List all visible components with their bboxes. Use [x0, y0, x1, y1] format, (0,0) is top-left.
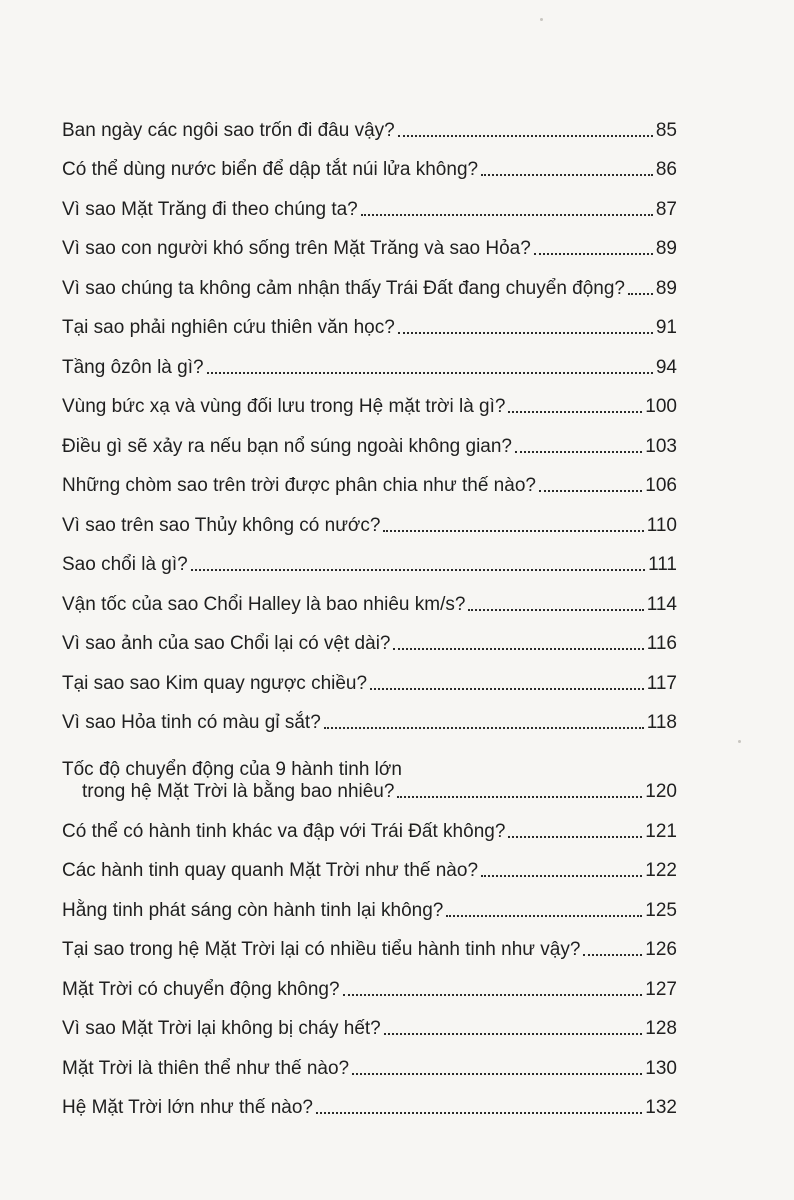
dot-leader: [384, 1033, 643, 1035]
toc-entry[interactable]: [62, 961, 677, 1001]
toc-entry-title: Mặt Trời có chuyển động không?: [62, 978, 340, 1000]
toc-entry-page: 126: [645, 939, 677, 960]
toc-entry-page: 91: [655, 317, 677, 338]
toc-entry[interactable]: [62, 379, 677, 419]
dot-leader: [446, 915, 642, 917]
toc-entry-page: 110: [646, 514, 677, 536]
toc-entry[interactable]: [62, 458, 677, 498]
dot-leader: [191, 569, 645, 571]
toc-entry-title: Có thể dùng nước biển để dập tắt núi lửa không?: [62, 159, 479, 180]
toc-entry-title: Có thể có hành tinh khác va đập với Trái Đất không?: [62, 820, 506, 842]
toc-entry[interactable]: [62, 882, 677, 922]
dot-leader: [393, 648, 643, 650]
toc-entry-page: 86: [655, 159, 677, 180]
toc-entry-title: Vì sao Mặt Trăng đi theo chúng ta?: [62, 198, 358, 220]
dot-leader: [343, 994, 643, 996]
toc-entry[interactable]: [62, 142, 677, 182]
dot-leader: [515, 451, 642, 453]
dot-leader: [534, 253, 653, 255]
toc-entry[interactable]: [62, 418, 677, 458]
toc-entry-title: Mặt Trời là thiên thể như thế nào?: [62, 1057, 350, 1079]
dot-leader: [370, 688, 644, 690]
toc-entry[interactable]: [62, 695, 677, 735]
dot-leader: [468, 609, 643, 611]
dot-leader: [316, 1112, 642, 1114]
toc-entry[interactable]: [62, 803, 677, 843]
paper-speck: [540, 18, 543, 21]
toc-entry[interactable]: [62, 181, 677, 221]
toc-entry[interactable]: [62, 734, 677, 803]
toc-entry[interactable]: [62, 537, 677, 577]
dot-leader: [583, 954, 642, 956]
dot-leader: [508, 836, 642, 838]
toc-entry-title: Hằng tinh phát sáng còn hành tinh lại không?: [62, 899, 444, 921]
toc-entry-title: Tầng ôzôn là gì?: [62, 356, 204, 378]
toc-entry-page: 130: [645, 1057, 677, 1079]
toc-entry-page: 122: [645, 860, 677, 881]
toc-entry[interactable]: [62, 102, 677, 142]
dot-leader: [398, 332, 653, 334]
toc-entry-page: 120: [645, 781, 677, 802]
toc-entry-title-line1: Tốc độ chuyển động của 9 hành tinh lớn: [62, 759, 402, 780]
dot-leader: [207, 372, 653, 374]
toc-entry-title: Vì sao con người khó sống trên Mặt Trăng và sao Hỏa?: [62, 238, 531, 259]
toc-entry[interactable]: [62, 616, 677, 656]
toc-entry-title: Các hành tinh quay quanh Mặt Trời như thế nào?: [62, 860, 479, 881]
toc-entry-page: 125: [645, 899, 677, 921]
toc-entry-page: 114: [646, 593, 677, 615]
toc-entry-page: 100: [645, 396, 677, 417]
toc-entry-title: Sao chổi là gì?: [62, 554, 188, 575]
toc-entry-title: Tại sao sao Kim quay ngược chiều?: [62, 672, 368, 694]
toc-entry-page: 128: [645, 1018, 677, 1039]
toc-entry-title: Tại sao trong hệ Mặt Trời lại có nhiều tiểu hành tinh như vậy?: [62, 939, 581, 960]
dot-leader: [398, 135, 653, 137]
toc-entry-title: Vì sao chúng ta không cảm nhận thấy Trái Đất đang chuyển động?: [62, 277, 625, 299]
toc-entry-title: Tại sao phải nghiên cứu thiên văn học?: [62, 317, 395, 338]
dot-leader: [361, 214, 653, 216]
toc-entry-page: 89: [655, 238, 677, 259]
toc-entry-title: Ban ngày các ngôi sao trốn đi đâu vậy?: [62, 119, 395, 141]
dot-leader: [539, 490, 642, 492]
dot-leader: [481, 875, 642, 877]
toc-entry-title: Vì sao Hỏa tinh có màu gỉ sắt?: [62, 712, 321, 733]
toc-entry[interactable]: [62, 1040, 677, 1080]
toc-entry[interactable]: [62, 221, 677, 261]
toc-entry-title: Điều gì sẽ xảy ra nếu bạn nổ súng ngoài không gian?: [62, 435, 512, 457]
dot-leader: [628, 293, 653, 295]
toc-entry[interactable]: [62, 655, 677, 695]
toc-entry-title: Hệ Mặt Trời lớn như thế nào?: [62, 1097, 313, 1118]
dot-leader: [397, 796, 642, 798]
toc-entry-title: Những chòm sao trên trời được phân chia như thế nào?: [62, 475, 536, 496]
toc-entry[interactable]: [62, 1001, 677, 1041]
toc-entry[interactable]: [62, 497, 677, 537]
toc-entry[interactable]: [62, 576, 677, 616]
dot-leader: [352, 1073, 642, 1075]
toc-entry-title: Vùng bức xạ và vùng đối lưu trong Hệ mặt trời là gì?: [62, 396, 506, 417]
toc-entry-page: 103: [645, 435, 677, 457]
dot-leader: [383, 530, 643, 532]
toc-entry[interactable]: [62, 300, 677, 340]
toc-entry-page: 118: [646, 712, 677, 733]
dot-leader: [481, 174, 653, 176]
toc-entry[interactable]: [62, 1080, 677, 1120]
paper-speck: [738, 740, 741, 743]
toc-entry-page: 127: [645, 978, 677, 1000]
toc-entry-page: 132: [645, 1097, 677, 1118]
toc-entry-page: 116: [646, 633, 677, 654]
toc-entry-title: Vì sao Mặt Trời lại không bị cháy hết?: [62, 1018, 381, 1039]
toc-entry-page: 106: [645, 475, 677, 496]
toc-entry-page: 94: [655, 356, 677, 378]
dot-leader: [324, 727, 644, 729]
toc-entry-page: 111: [648, 554, 677, 575]
toc-entry[interactable]: [62, 339, 677, 379]
toc-entry-title: Vì sao ảnh của sao Chổi lại có vệt dài?: [62, 633, 391, 654]
toc-entry-page: 89: [655, 277, 677, 299]
toc-entry-page: 117: [646, 672, 677, 694]
toc-entry-page: 85: [655, 119, 677, 141]
toc-entry[interactable]: [62, 922, 677, 962]
dot-leader: [508, 411, 642, 413]
toc-entry-title: Vận tốc của sao Chổi Halley là bao nhiêu km/s?: [62, 593, 466, 615]
toc-entry-title-line2: trong hệ Mặt Trời là bằng bao nhiêu?: [82, 781, 395, 802]
toc-entry[interactable]: [62, 260, 677, 300]
toc-entry-page: 87: [655, 198, 677, 220]
toc-entry-page: 121: [645, 820, 677, 842]
toc-entry[interactable]: [62, 843, 677, 883]
table-of-contents: [62, 102, 677, 1119]
toc-entry-title: Vì sao trên sao Thủy không có nước?: [62, 514, 381, 536]
